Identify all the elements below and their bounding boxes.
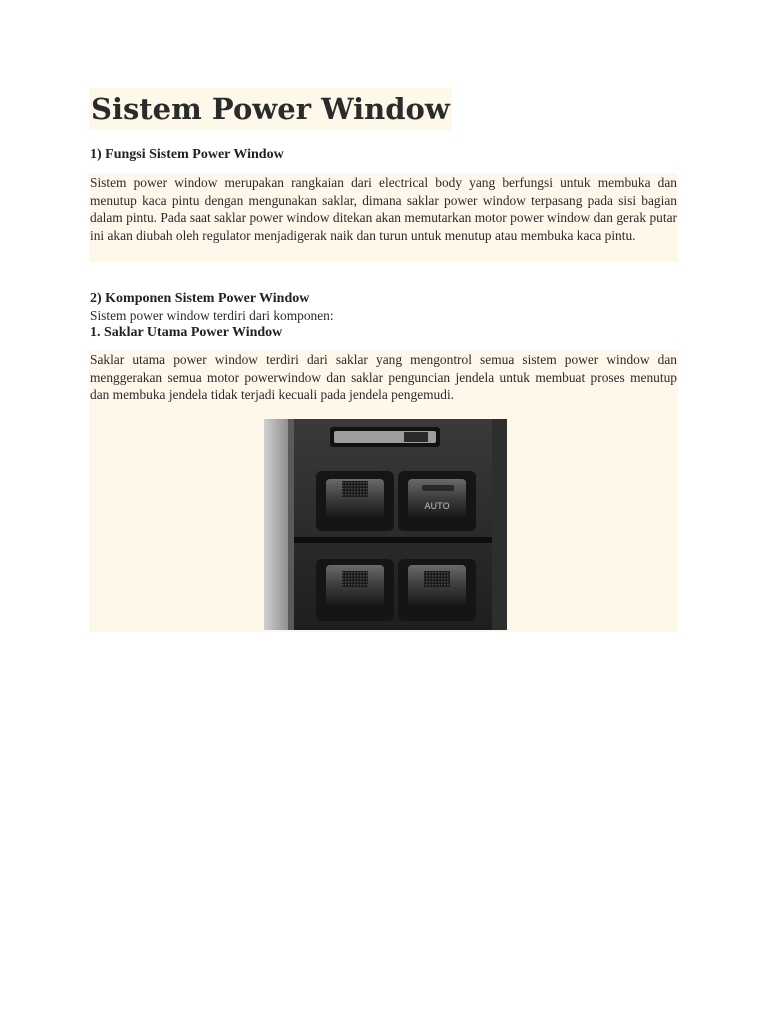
section1-heading: 1) Fungsi Sistem Power Window bbox=[90, 147, 284, 162]
section2-paragraph: Saklar utama power window terdiri dari saklar yang mengontrol semua sistem power window dan menggerakan semua motor powerwindow dan saklar penguncian jendela untuk membuat proses menutup dan membuka jendela tidak terjadi kecuali pada jendela pengemudi. bbox=[90, 352, 677, 402]
section2-subheading: 1. Saklar Utama Power Window bbox=[90, 325, 283, 340]
page-title: Sistem Power Window bbox=[89, 88, 452, 130]
section1-paragraph: Sistem power window merupakan rangkaian dari electrical body yang berfungsi untuk membuka dan menutup kaca pintu dengan mengunakan saklar, dimana saklar power window terpasang pada sisi bagian dalam pintu. Pada saat saklar power window ditekan akan memutarkan motor power window dan gerak putar ini akan diubah oleh regulator menjadigerak naik dan turun untuk menutup atau membuka kaca pintu. bbox=[90, 175, 677, 243]
section2-heading: 2) Komponen Sistem Power Window bbox=[90, 291, 310, 306]
auto-button-label: AUTO bbox=[424, 502, 450, 512]
section2-intro: Sistem power window terdiri dari komponen: bbox=[90, 308, 334, 323]
master-switch-illustration bbox=[264, 419, 507, 630]
master-switch-photo bbox=[264, 419, 507, 630]
section1-block bbox=[89, 173, 678, 262]
